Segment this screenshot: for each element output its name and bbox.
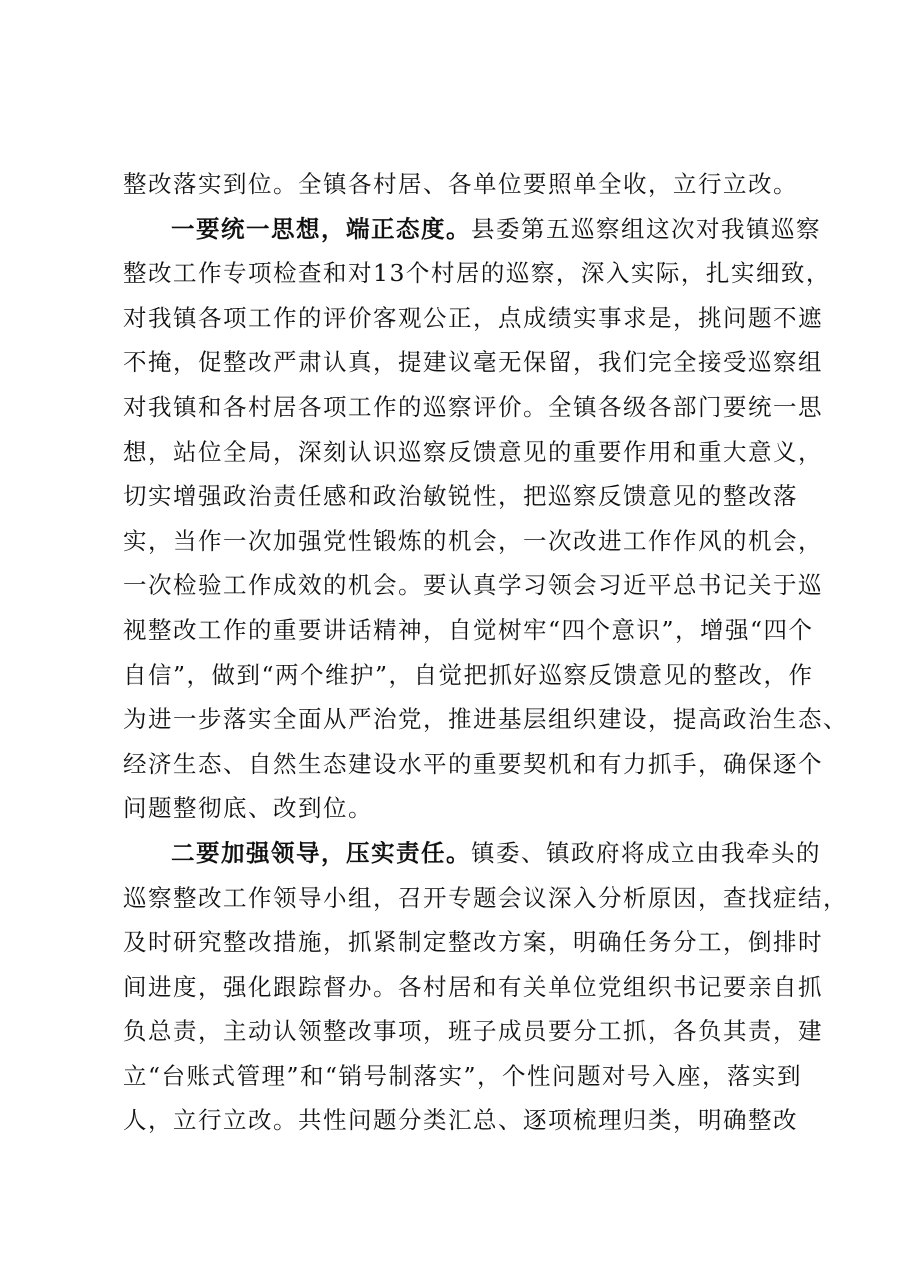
paragraph-line: 问题整彻底、改到位。 (123, 794, 373, 823)
paragraph-line: 想，站位全局，深刻认识巡察反馈意见的重要作用和重大意义， (123, 437, 823, 466)
paragraph-text: 县委第五巡察组这次对我镇巡察 (471, 214, 821, 243)
section-heading: 二要加强领导，压实责任。 (171, 838, 471, 867)
paragraph-line: 切实增强政治责任感和政治敏锐性，把巡察反馈意见的整改落 (123, 482, 798, 511)
paragraph-line: 立“台账式管理”和“销号制落实”，个性问题对号入座，落实到 (123, 1061, 803, 1090)
section-heading: 一要统一思想，端正态度。 (171, 214, 471, 243)
paragraph-line: 间进度，强化跟踪督办。各村居和有关单位党组织书记要亲自抓 (123, 972, 823, 1001)
paragraph-line: 经济生态、自然生态建设水平的重要契机和有力抓手，确保逐个 (123, 749, 823, 778)
paragraph-line: 自信”，做到“两个维护”，自觉把抓好巡察反馈意见的整改，作 (123, 660, 814, 689)
paragraph-line: 负总责，主动认领整改事项，班子成员要分工抓，各负其责，建 (123, 1017, 823, 1046)
document-body (123, 162, 848, 1143)
paragraph-line: 一次检验工作成效的机会。要认真学习领会习近平总书记关于巡 (123, 571, 823, 600)
paragraph-line: 不掩，促整改严肃认真，提建议毫无保留，我们完全接受巡察组 (123, 348, 823, 377)
paragraph-first-line (123, 831, 821, 876)
paragraph-line: 对我镇和各村居各项工作的巡察评价。全镇各级各部门要统一思 (123, 392, 823, 421)
paragraph-line: 为进一步落实全面从严治党，推进基层组织建设，提高政治生态、 (123, 705, 848, 734)
paragraph-line: 对我镇各项工作的评价客观公正，点成绩实事求是，挑问题不遮 (123, 303, 823, 332)
paragraph-line: 及时研究整改措施，抓紧制定整改方案，明确任务分工，倒排时 (123, 928, 823, 957)
paragraph-line: 实，当作一次加强党性锻炼的机会，一次改进工作作风的机会， (123, 526, 823, 555)
paragraph-line: 人，立行立改。共性问题分类汇总、逐项梳理归类，明确整改 (123, 1106, 798, 1135)
paragraph-line: 视整改工作的重要讲话精神，自觉树牢“四个意识”，增强“四个 (123, 615, 814, 644)
paragraph-line: 整改工作专项检查和对13个村居的巡察，深入实际，扎实细致， (123, 259, 831, 288)
paragraph-line: 整改落实到位。全镇各村居、各单位要照单全收，立行立改。 (123, 170, 798, 198)
paragraph-text: 镇委、镇政府将成立由我牵头的 (471, 838, 821, 867)
paragraph-first-line (123, 207, 821, 252)
paragraph-line: 巡察整改工作领导小组，召开专题会议深入分析原因，查找症结， (123, 883, 848, 912)
